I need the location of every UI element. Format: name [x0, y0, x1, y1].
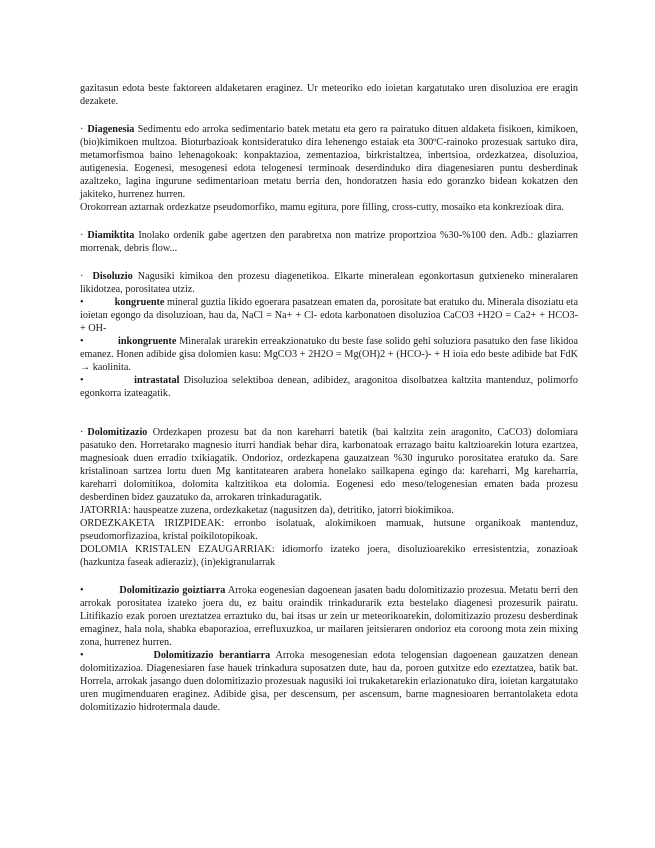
item-text: Arroka mesogenesian edota telogensian dagoenean gauzatzen denean dolomitizazioa. Diagenesiaren fase hauek trinkadura suposatzen dute, hau da, poroen gutxitze edo ezeztatzea, batik bat. Horrela, arrokak jasango duen dolomitizazio prozesuak nagusiki ioi trukaketarekin erlazionatuko dira, ioietan kargatutako uren mugimenduaren eraginez. Adibide gisa, per descensum, per ascensum, barne magnesioaren berrantolaketa edota dolomitizazio hidrotermala daude.: [80, 650, 579, 713]
entry-diamiktita: [80, 229, 578, 255]
bullet-dot: ·: [80, 427, 84, 438]
item-term: inkongruente: [118, 336, 177, 347]
disoluzio-text: Nagusiki kimikoa den prozesu diagenetikoa. Elkarte mineralean egonkortasun gutxieneko mineralaren likidotzea, porositatea utziz.: [80, 271, 579, 295]
diagenesia-paragraph: [80, 123, 578, 201]
dolo-item: [80, 649, 578, 714]
item-term: kongruente: [114, 297, 165, 308]
ordezkaketa-line: ORDEZKAKETA IRIZPIDEAK: erronbo isolatuak, alokimikoen mamuak, hutsune organikoak mantenduz, pseudomorfizazioa, kristal poikilotopikoak.: [80, 518, 578, 542]
item-term: intrastatal: [134, 375, 180, 386]
item-text: Disoluzioa selektiboa denean, adibidez, aragonitoa disolbatzea kaltzita mantenduz, polimorfo egonkorra izateagatik.: [80, 375, 579, 399]
bullet-dot: ·: [80, 124, 84, 135]
entry-dolomitizazio: [80, 426, 578, 569]
item-term: Dolomitizazio goiztiarra: [119, 585, 226, 596]
disoluzio-paragraph: [80, 270, 578, 296]
item-text: Mineralak urarekin erreakzionatuko du beste fase solido gehi soluziora pasatuko den fase likidoa emanez. Honen adibide gisa dolomien kasu: MgCO3 + 2H2O = Mg(OH)2 + (HCO-)- + H ioia edo beste adibide bat FdK → kaolinita.: [80, 336, 579, 373]
disoluzio-item: [80, 335, 578, 374]
bullet-glyph: •: [80, 297, 84, 308]
dolomitizazio-text: Ordezkapen prozesu bat da non kareharri batetik (bai kaltzita zein aragonito, CaCO3) dolomiara pasatuko den. Horretarako magnesio iturri handiak behar dira, karbonatoak errazago baitu kaltzioarekin lotura ezartzea, magnesioak duen erradio txikiagatik. Ondorioz, ordezkapena gauzatzean %30 inguruko porositatea eratuko da. Sare kristalinoan sartzea lortu duen Mg kantitatearen arabera honelako sailkapena egingo da: kareharri, Mg kareharria, kareharri dolomitikoa, dolomita kaltzitikoa eta dolomia. Eogenesi edo meso/telogenesian ematen bada prozesu desberdinen bidez gauzatuko da, arrokaren trinkaduragatik.: [80, 427, 579, 503]
item-term: Dolomitizazio berantiarra: [153, 650, 271, 661]
bullet-dot: ·: [80, 271, 84, 282]
entry-dolomitizazio-motak: [80, 584, 578, 714]
bullet-dot: ·: [80, 230, 84, 241]
bullet-glyph: •: [80, 650, 84, 661]
entry-disoluzio: [80, 270, 578, 400]
bullet-glyph: •: [80, 585, 84, 596]
dolomitizazio-term: Dolomitizazio: [87, 427, 148, 438]
diagenesia-term: Diagenesia: [87, 124, 135, 135]
diamiktita-paragraph: [80, 229, 578, 255]
disoluzio-term: Disoluzio: [92, 271, 133, 282]
diamiktita-text: Inolako ordenik gabe agertzen den parabretxa non matrize proportzioa %30-%100 den. Adb.: glaziarren morrenak, debris flow...: [80, 230, 578, 254]
dolo-item: [80, 584, 578, 649]
dolomitizazio-paragraph: [80, 426, 578, 504]
disoluzio-item: [80, 296, 578, 335]
document-page: [80, 82, 578, 714]
diagenesia-text: Sedimentu edo arroka sedimentario batek metatu eta gero ra pairatuko dituen aldaketa fisikoen, kimikoen, (bio)kimikoen multzoa. Bioturbazioak kontsideratuko dira lehenengo estaiak eta 300ºC-rainoko prozesuak sartuko dira, metamorfismoa baino lehenagokoak: konpaktazioa, zementazioa, birkristaltzea, inbertsioa, ordezkatzea, disoluzioa, autigenesia. Eogenesi, mesogenesi edota telogenesi terminoak deserdinduko dira diagenesiaren puntu desberdinak azaltzeko, lagina ingurune sedimentarioan metatu berria den, hondoratzen hasia edo goranzko bidean kokatzen den jakiteko, hurrenez hurren.: [80, 124, 578, 200]
bullet-glyph: •: [80, 375, 84, 386]
item-text: Arroka eogenesian dagoenean jasaten badu dolomitizazio prozesua. Metatu berri den arrokak porositatea izateko joera du, ez baitu oraindik trinkadurarik ezta bestelako diagenesi prozesurik pairatu. Litifikazio ezak poroen ureztatzea erraztuko du, bai itsas ur zein ur meteorikoarekin, dolomitizazio prozesu desberdinak emaginez, hala nola, shabka ebaporazioa, errefluxuzkoa, ur mailaren jeitsieraren ondorioz eta coroong mota zein mixing zona, hurrenez hurren.: [80, 585, 579, 648]
bullet-glyph: •: [80, 336, 84, 347]
intro-paragraph: gazitasun edota beste faktoreen aldaketaren eraginez. Ur meteoriko edo ioietan kargatutako uren disoluzioa ere eragin dezakete.: [80, 83, 578, 107]
item-text: mineral guztia likido egoerara pasatzean ematen da, porositate bat eratuko du. Minerala disoziatu eta ioietan egongo da disoluzioan, hau da, NaCl = Na+ + Cl- edota karbonatoen disoluzioa CaCO3 +H2O = Ca2+ + HCO3- + OH-: [80, 297, 578, 334]
disoluzio-item: [80, 374, 578, 400]
jatorria-line: JATORRIA: hauspeatze zuzena, ordezkaketaz (nagusitzen da), detritiko, jatorri biokimikoa.: [80, 505, 454, 516]
dolomia-line: DOLOMIA KRISTALEN EZAUGARRIAK: idiomorfo izateko joera, disoluzioarekiko erresistentzia, zonazioak (hazkuntza faseak adieraziz), (in)ekigranularrak: [80, 544, 578, 568]
diagenesia-paragraph-2: Orokorrean aztarnak ordezkatze pseudomorfiko, mamu egitura, pore filling, cross-cutty, mosaiko eta konkrezioak dira.: [80, 202, 564, 213]
diamiktita-term: Diamiktita: [87, 230, 135, 241]
entry-diagenesia: [80, 123, 578, 214]
